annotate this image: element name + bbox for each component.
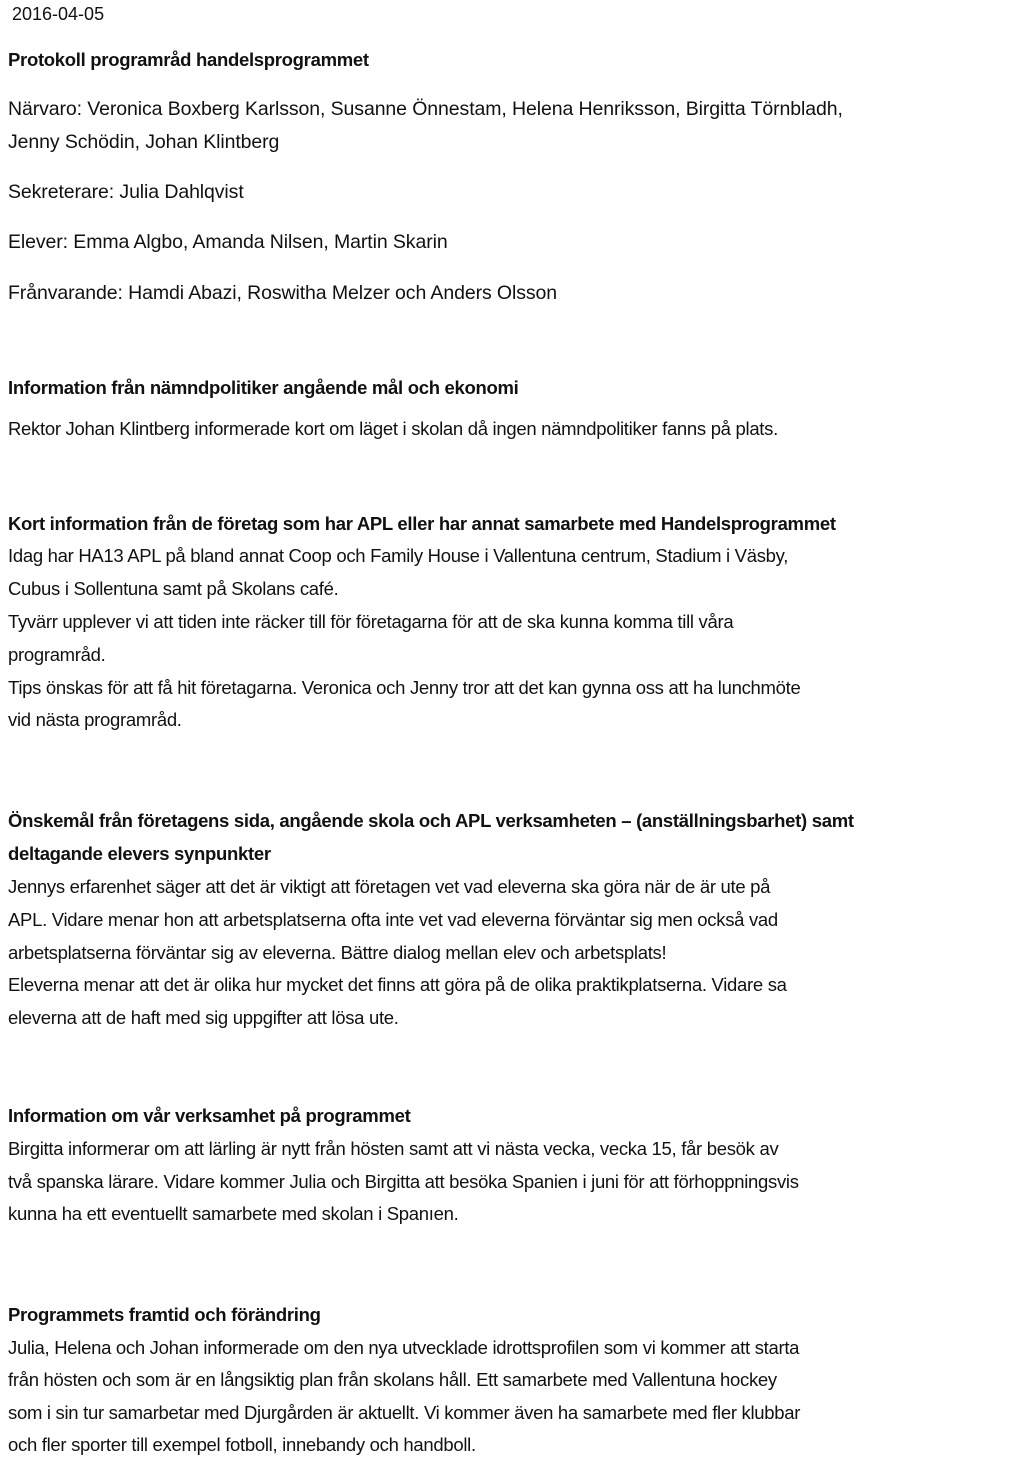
section-heading-wishes-cont: deltagande elevers synpunkter [8,843,271,864]
section-text-line: Eleverna menar att det är olika hur mycket det finns att göra på de olika praktikplatserna. Vidare sa [8,974,787,995]
section-text-line: från hösten och som är en långsiktig plan från skolans håll. Ett samarbete med Vallentuna hockey [8,1369,777,1390]
section-heading-future: Programmets framtid och förändring [8,1304,321,1325]
section-text-line: eleverna att de haft med sig uppgifter att lösa ute. [8,1007,399,1028]
section-text-line: Tips önskas för att få hit företagarna. Veronica och Jenny tror att det kan gynna oss att ha lunchmöte [8,677,801,698]
attendance-present-line-2: Jenny Schödin, Johan Klintberg [8,131,280,153]
section-text-line: vid nästa programråd. [8,709,182,730]
attendance-secretary: Sekreterare: Julia Dahlqvist [8,181,244,203]
document-title: Protokoll programråd handelsprogrammet [8,49,369,70]
section-heading-companies: Kort information från de företag som har APL eller har annat samarbete med Handelsprogrammet [8,513,836,534]
section-text-line: Tyvärr upplever vi att tiden inte räcker till för företagarna för att de ska kunna komma till våra [8,611,734,632]
section-text-line: Rektor Johan Klintberg informerade kort om läget i skolan då ingen nämndpolitiker fanns på plats. [8,418,778,439]
section-heading-wishes: Önskemål från företagens sida, angående skola och APL verksamheten – (anställningsbarhet) samt [8,810,854,831]
section-text-line: Julia, Helena och Johan informerade om den nya utvecklade idrottsprofilen som vi kommer att starta [8,1337,800,1358]
section-text-line: Jennys erfarenhet säger att det är viktigt att företagen vet vad eleverna ska göra när de är ute på [8,876,771,897]
section-text-line: Cubus i Sollentuna samt på Skolans café. [8,578,339,599]
section-text-line: två spanska lärare. Vidare kommer Julia och Birgitta att besöka Spanien i juni för att förhoppningsvis [8,1171,799,1192]
section-text-line: Birgitta informerar om att lärling är nytt från hösten samt att vi nästa vecka, vecka 15, får besök av [8,1138,779,1159]
section-text-line: APL. Vidare menar hon att arbetsplatserna ofta inte vet vad eleverna förväntar sig men också vad [8,909,778,930]
section-heading-operations: Information om vår verksamhet på programmet [8,1105,411,1126]
attendance-students: Elever: Emma Algbo, Amanda Nilsen, Martin Skarin [8,231,448,253]
section-text-line: som i sin tur samarbetar med Djurgården är aktuellt. Vi kommer även ha samarbete med fler klubbar [8,1402,801,1423]
section-text-line: Idag har HA13 APL på bland annat Coop och Family House i Vallentuna centrum, Stadium i Väsby, [8,545,789,566]
attendance-present-line-1: Närvaro: Veronica Boxberg Karlsson, Susanne Önnestam, Helena Henriksson, Birgitta Törnbladh, [8,98,843,120]
section-text-line: programråd. [8,644,106,665]
document-date: 2016-04-05 [12,4,105,24]
section-text-line: och fler sporter till exempel fotboll, innebandy och handboll. [8,1434,476,1455]
section-text-line: kunna ha ett eventuellt samarbete med skolan i Spanıen. [8,1203,459,1224]
attendance-absent: Frånvarande: Hamdi Abazi, Roswitha Melzer och Anders Olsson [8,282,558,304]
section-heading-politicians: Information från nämndpolitiker angående mål och ekonomi [8,377,519,398]
section-text-line: arbetsplatserna förväntar sig av eleverna. Bättre dialog mellan elev och arbetsplats! [8,942,667,963]
